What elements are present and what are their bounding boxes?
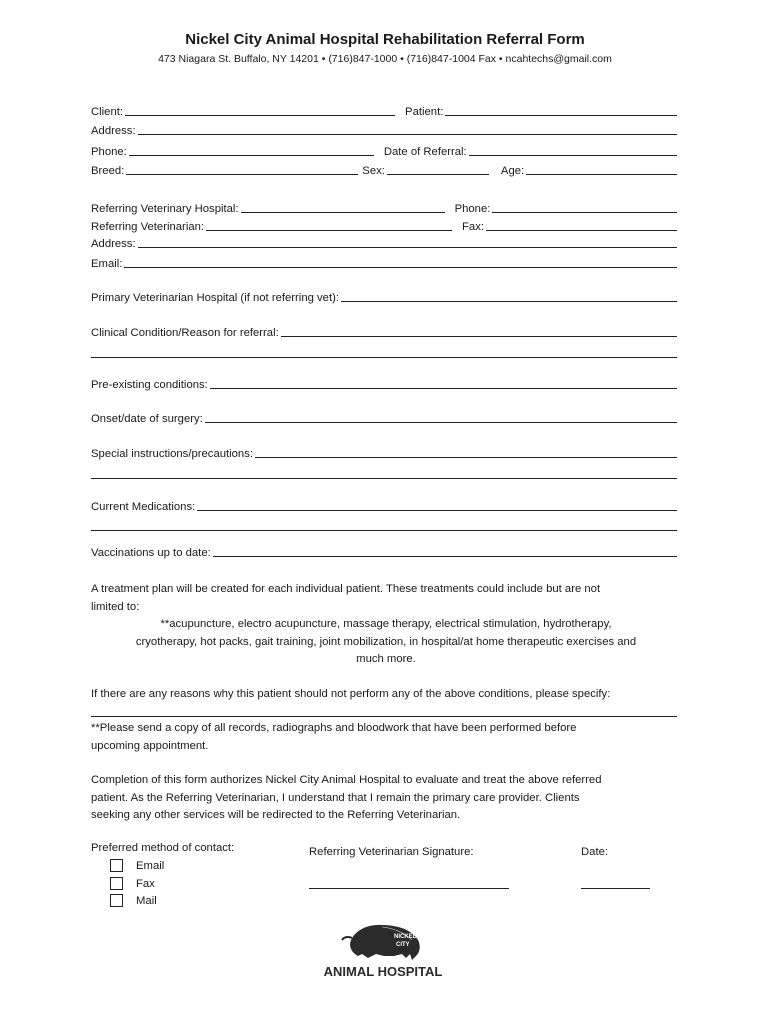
preexisting-field[interactable] <box>210 388 677 389</box>
authorization-line-1: Completion of this form authorizes Nickel City Animal Hospital to evaluate and treat the above referred <box>91 774 602 786</box>
referring-email-label: Email: <box>91 258 123 270</box>
client-field[interactable] <box>125 115 395 116</box>
date-of-referral-label: Date of Referral: <box>383 146 467 158</box>
referring-phone-field[interactable] <box>492 212 677 213</box>
hospital-logo <box>322 920 444 982</box>
breed-label: Breed: <box>91 165 125 177</box>
records-note-line-2: upcoming appointment. <box>91 739 209 752</box>
treatment-intro-line-1: A treatment plan will be created for each individual patient. These treatments could include but are not <box>91 583 601 595</box>
breed-field[interactable] <box>126 174 358 175</box>
client-address-row <box>91 125 681 137</box>
hospital-contact-line: 473 Niagara St. Buffalo, NY 14201 • (716)847-1000 • (716)847-1004 Fax • ncahtechs@gmail.com <box>158 53 612 65</box>
referring-fax-label: Fax: <box>462 221 485 233</box>
fax-option-label: Fax <box>136 877 155 890</box>
records-note <box>91 720 681 755</box>
reasons-prompt: If there are any reasons why this patient should not perform any of the above conditions, please specify: <box>91 688 611 700</box>
referring-vet-field[interactable] <box>206 230 452 231</box>
medications-label: Current Medications: <box>91 501 196 513</box>
referring-address-label: Address: <box>91 238 136 250</box>
age-field[interactable] <box>526 174 677 175</box>
contact-option-email[interactable] <box>110 859 164 872</box>
treatment-intro-line-2: limited to: <box>91 600 140 613</box>
clinical-condition-label: Clinical Condition/Reason for referral: <box>91 327 279 339</box>
onset-row <box>91 413 681 425</box>
logo-nickel-text: NICKEL <box>394 934 417 940</box>
onset-label: Onset/date of surgery: <box>91 413 203 425</box>
treatment-list-line-2: cryotherapy, hot packs, gait training, joint mobilization, in hospital/at home therapeutic exercises and <box>135 635 637 648</box>
referring-phone-label: Phone: <box>454 203 491 215</box>
client-patient-row <box>91 106 681 118</box>
sex-field[interactable] <box>387 174 489 175</box>
authorization-statement <box>91 772 681 825</box>
breed-row <box>91 165 681 177</box>
patient-field[interactable] <box>445 115 677 116</box>
client-phone-field[interactable] <box>129 155 374 156</box>
email-checkbox[interactable] <box>110 859 123 872</box>
signature-label: Referring Veterinarian Signature: <box>309 846 474 858</box>
vaccinations-field[interactable] <box>213 556 677 557</box>
client-address-field[interactable] <box>138 134 677 135</box>
treatment-list <box>91 616 681 669</box>
fax-checkbox[interactable] <box>110 877 123 890</box>
primary-vet-label: Primary Veterinarian Hospital (if not referring vet): <box>91 292 339 304</box>
onset-field[interactable] <box>205 422 677 423</box>
reasons-field[interactable] <box>91 716 677 717</box>
client-address-label: Address: <box>91 125 136 137</box>
form-title: Nickel City Animal Hospital Rehabilitation Referral Form <box>185 31 585 48</box>
authorization-line-3: seeking any other services will be redirected to the Referring Veterinarian. <box>91 809 461 821</box>
date-of-referral-field[interactable] <box>469 155 677 156</box>
logo-animal-hospital-text: ANIMAL HOSPITAL <box>323 964 443 979</box>
special-instructions-label: Special instructions/precautions: <box>91 448 254 460</box>
records-note-line-1: **Please send a copy of all records, radiographs and bloodwork that have been performed before <box>91 722 577 734</box>
special-instructions-continuation-line[interactable] <box>91 478 677 479</box>
special-instructions-field[interactable] <box>255 457 677 458</box>
referring-vet-row <box>91 221 681 233</box>
treatment-list-line-1: **acupuncture, electro acupuncture, massage therapy, electrical stimulation, hydrotherapy, <box>160 618 612 630</box>
age-label: Age: <box>500 165 525 177</box>
primary-vet-field[interactable] <box>341 301 677 302</box>
contact-option-fax[interactable] <box>110 877 155 890</box>
client-label: Client: <box>91 106 124 118</box>
client-phone-row <box>91 146 681 158</box>
medications-row <box>91 501 681 513</box>
medications-continuation-line[interactable] <box>91 530 677 531</box>
referring-hospital-row <box>91 203 681 215</box>
client-phone-label: Phone: <box>91 146 127 158</box>
mail-checkbox[interactable] <box>110 894 123 907</box>
referring-hospital-field[interactable] <box>241 212 445 213</box>
email-option-label: Email <box>136 859 165 872</box>
referring-hospital-label: Referring Veterinary Hospital: <box>91 203 239 215</box>
vaccinations-row <box>91 547 681 559</box>
clinical-condition-field[interactable] <box>281 336 677 337</box>
referring-fax-field[interactable] <box>486 230 677 231</box>
date-label: Date: <box>581 846 609 858</box>
referring-vet-label: Referring Veterinarian: <box>91 221 205 233</box>
clinical-condition-continuation-line[interactable] <box>91 357 677 358</box>
logo-city-text: CITY <box>396 942 410 948</box>
preexisting-label: Pre-existing conditions: <box>91 379 208 391</box>
contact-option-mail[interactable] <box>110 894 157 907</box>
sex-label: Sex: <box>362 165 385 177</box>
referring-email-row <box>91 258 681 270</box>
contact-method-label: Preferred method of contact: <box>91 842 235 854</box>
referring-email-field[interactable] <box>124 267 677 268</box>
primary-vet-row <box>91 292 681 304</box>
special-instructions-row <box>91 448 681 460</box>
clinical-condition-row <box>91 327 681 339</box>
date-field[interactable] <box>581 888 650 889</box>
signature-field[interactable] <box>309 888 509 889</box>
referring-address-field[interactable] <box>138 247 677 248</box>
mail-option-label: Mail <box>136 894 157 907</box>
treatment-list-line-3: much more. <box>356 653 416 665</box>
treatment-intro <box>91 581 681 616</box>
vaccinations-label: Vaccinations up to date: <box>91 547 211 559</box>
medications-field[interactable] <box>197 510 677 511</box>
patient-label: Patient: <box>405 106 444 118</box>
authorization-line-2: patient. As the Referring Veterinarian, I understand that I remain the primary care provider. Clients <box>91 791 580 804</box>
preexisting-row <box>91 379 681 391</box>
referring-address-row <box>91 238 681 250</box>
